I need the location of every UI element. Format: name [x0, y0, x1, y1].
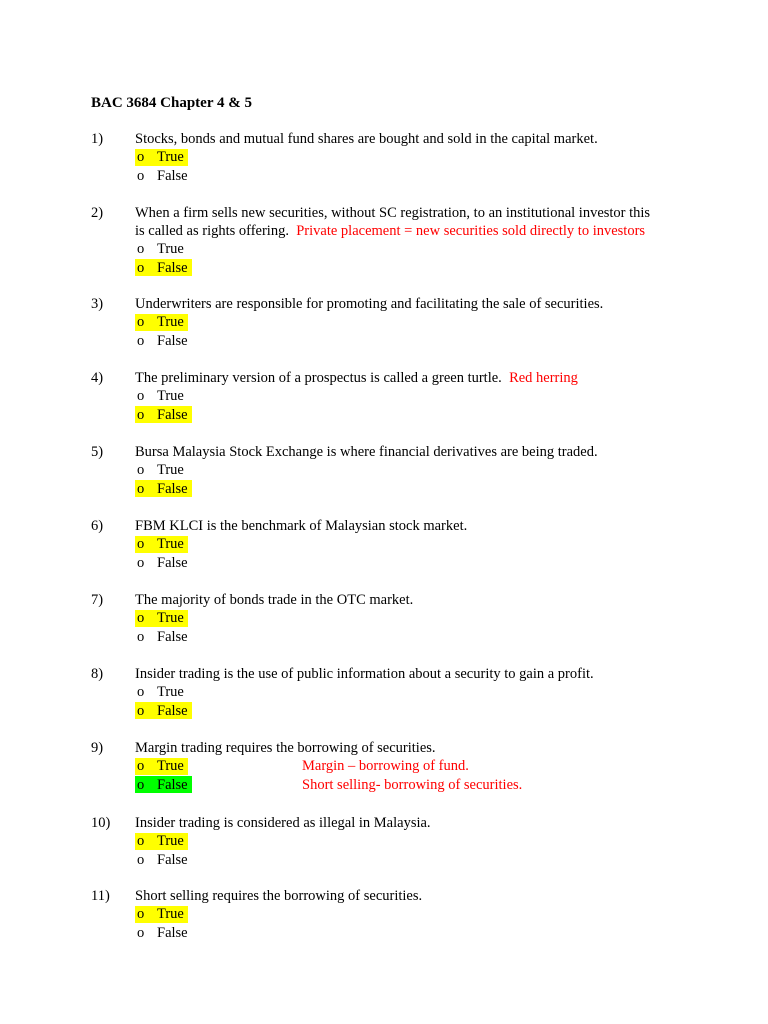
- radio-bullet-icon: o: [137, 332, 145, 349]
- question-number: 10): [91, 815, 111, 831]
- question-7: [91, 591, 731, 646]
- question-line: [91, 591, 731, 609]
- question-line: [91, 739, 731, 757]
- question-text: Margin trading requires the borrowing of securities.: [135, 740, 436, 756]
- question-text: Insider trading is considered as illegal in Malaysia.: [135, 815, 431, 831]
- option-label: False: [157, 406, 188, 423]
- question-text: Underwriters are responsible for promoting and facilitating the sale of securities.: [135, 296, 604, 312]
- radio-bullet-icon: o: [137, 906, 145, 923]
- radio-bullet-icon: o: [137, 833, 145, 850]
- option-false[interactable]: [135, 167, 731, 186]
- option-label-wrap: [135, 684, 188, 701]
- question-number: 4): [91, 370, 104, 386]
- question-4: [91, 369, 731, 424]
- option-label-wrap: [135, 554, 192, 571]
- radio-bullet-icon: o: [137, 241, 145, 258]
- option-label: False: [157, 628, 188, 645]
- answer-note: Private placement = new securities sold directly to investors: [296, 223, 646, 239]
- option-true[interactable]: [135, 148, 731, 167]
- option-true[interactable]: [135, 905, 731, 924]
- question-1: [91, 130, 731, 185]
- question-text: Bursa Malaysia Stock Exchange is where financial derivatives are being traded.: [135, 444, 598, 460]
- question-text: Short selling requires the borrowing of securities.: [135, 888, 423, 904]
- question-3: [91, 295, 731, 350]
- radio-bullet-icon: o: [137, 314, 145, 331]
- option-false[interactable]: [135, 702, 731, 721]
- answer-highlight: [135, 833, 188, 850]
- option-false[interactable]: [135, 480, 731, 499]
- question-line: [91, 443, 731, 461]
- question-number: 3): [91, 296, 104, 312]
- option-label: False: [157, 332, 188, 349]
- option-true[interactable]: [135, 683, 731, 702]
- question-11: [91, 887, 731, 942]
- radio-bullet-icon: o: [137, 924, 145, 941]
- radio-bullet-icon: o: [137, 702, 145, 719]
- option-true[interactable]: [135, 387, 731, 406]
- answer-highlight: [135, 406, 192, 423]
- option-label: True: [157, 314, 184, 331]
- radio-bullet-icon: o: [137, 536, 145, 553]
- answer-highlight: [135, 314, 188, 331]
- answer-highlight: [135, 702, 192, 719]
- question-text: When a firm sells new securities, without SC registration, to an institutional investor this: [135, 205, 651, 221]
- radio-bullet-icon: o: [137, 554, 145, 571]
- question-6: [91, 517, 731, 572]
- option-label: True: [157, 149, 184, 166]
- answer-highlight: [135, 776, 192, 793]
- option-label: False: [157, 851, 188, 868]
- radio-bullet-icon: o: [137, 684, 145, 701]
- option-label: False: [157, 167, 188, 184]
- question-text: Insider trading is the use of public information about a security to gain a profit.: [135, 666, 594, 682]
- answer-note: Margin – borrowing of fund.: [302, 758, 469, 775]
- option-true[interactable]: [135, 535, 731, 554]
- page-title: BAC 3684 Chapter 4 & 5: [91, 95, 252, 111]
- option-false[interactable]: [135, 406, 731, 425]
- option-false[interactable]: [135, 776, 731, 795]
- option-true[interactable]: [135, 757, 731, 776]
- option-label: True: [157, 462, 184, 479]
- radio-bullet-icon: o: [137, 149, 145, 166]
- option-label: False: [157, 259, 188, 276]
- question-line: [91, 369, 731, 387]
- question-10: [91, 814, 731, 869]
- radio-bullet-icon: o: [137, 758, 145, 775]
- option-label-wrap: [135, 462, 188, 479]
- answer-highlight: [135, 610, 188, 627]
- question-number: 2): [91, 205, 104, 221]
- question-line: [91, 517, 731, 535]
- radio-bullet-icon: o: [137, 462, 145, 479]
- option-label: True: [157, 536, 184, 553]
- option-label: False: [157, 702, 188, 719]
- option-label: True: [157, 684, 184, 701]
- option-false[interactable]: [135, 259, 731, 278]
- question-9: [91, 739, 731, 794]
- radio-bullet-icon: o: [137, 259, 145, 276]
- answer-highlight: [135, 259, 192, 276]
- option-label-wrap: [135, 628, 192, 645]
- radio-bullet-icon: o: [137, 628, 145, 645]
- option-label: False: [157, 480, 188, 497]
- radio-bullet-icon: o: [137, 851, 145, 868]
- question-line: [91, 295, 731, 313]
- question-number: [91, 222, 135, 240]
- question-number: 8): [91, 666, 104, 682]
- option-false[interactable]: [135, 554, 731, 573]
- answer-highlight: [135, 758, 188, 775]
- option-label-wrap: [135, 167, 192, 184]
- radio-bullet-icon: o: [137, 167, 145, 184]
- radio-bullet-icon: o: [137, 776, 145, 793]
- question-line: [91, 887, 731, 905]
- option-label-wrap: [135, 388, 188, 405]
- question-line: [91, 130, 731, 148]
- option-label: True: [157, 241, 184, 258]
- question-text: The majority of bonds trade in the OTC market.: [135, 592, 414, 608]
- answer-highlight: [135, 906, 188, 923]
- radio-bullet-icon: o: [137, 388, 145, 405]
- answer-highlight: [135, 149, 188, 166]
- option-label: False: [157, 776, 188, 793]
- question-number: 1): [91, 131, 104, 147]
- option-false[interactable]: [135, 924, 731, 943]
- question-number: 5): [91, 444, 104, 460]
- radio-bullet-icon: o: [137, 480, 145, 497]
- option-label: False: [157, 554, 188, 571]
- question-text: FBM KLCI is the benchmark of Malaysian stock market.: [135, 518, 468, 534]
- question-number: 7): [91, 592, 104, 608]
- question-5: [91, 443, 731, 498]
- answer-note: Short selling- borrowing of securities.: [302, 776, 523, 793]
- option-label-wrap: [135, 851, 192, 868]
- question-line: [91, 814, 731, 832]
- radio-bullet-icon: o: [137, 610, 145, 627]
- option-label-wrap: [135, 332, 192, 349]
- radio-bullet-icon: o: [137, 406, 145, 423]
- question-line: [91, 204, 731, 222]
- option-label: False: [157, 924, 188, 941]
- option-label: True: [157, 388, 184, 405]
- option-true[interactable]: [135, 240, 731, 259]
- option-false[interactable]: [135, 628, 731, 647]
- option-true[interactable]: [135, 461, 731, 480]
- question-text: Stocks, bonds and mutual fund shares are bought and sold in the capital market.: [135, 131, 598, 147]
- option-false[interactable]: [135, 332, 731, 351]
- option-false[interactable]: [135, 851, 731, 870]
- answer-highlight: [135, 536, 188, 553]
- question-line: [91, 665, 731, 683]
- option-true[interactable]: [135, 313, 731, 332]
- question-2: [91, 204, 731, 277]
- answer-note: Red herring: [509, 370, 578, 386]
- option-label: True: [157, 906, 184, 923]
- option-label: True: [157, 610, 184, 627]
- option-label: True: [157, 833, 184, 850]
- question-text: The preliminary version of a prospectus is called a green turtle.: [135, 370, 502, 386]
- option-label: True: [157, 758, 184, 775]
- question-number: 9): [91, 740, 104, 756]
- question-text: is called as rights offering.: [135, 223, 289, 239]
- option-true[interactable]: [135, 832, 731, 851]
- question-8: [91, 665, 731, 720]
- option-label-wrap: [135, 241, 188, 258]
- question-line: [91, 222, 731, 240]
- answer-highlight: [135, 480, 192, 497]
- question-number: 11): [91, 888, 110, 904]
- option-label-wrap: [135, 924, 192, 941]
- question-number: 6): [91, 518, 104, 534]
- option-true[interactable]: [135, 609, 731, 628]
